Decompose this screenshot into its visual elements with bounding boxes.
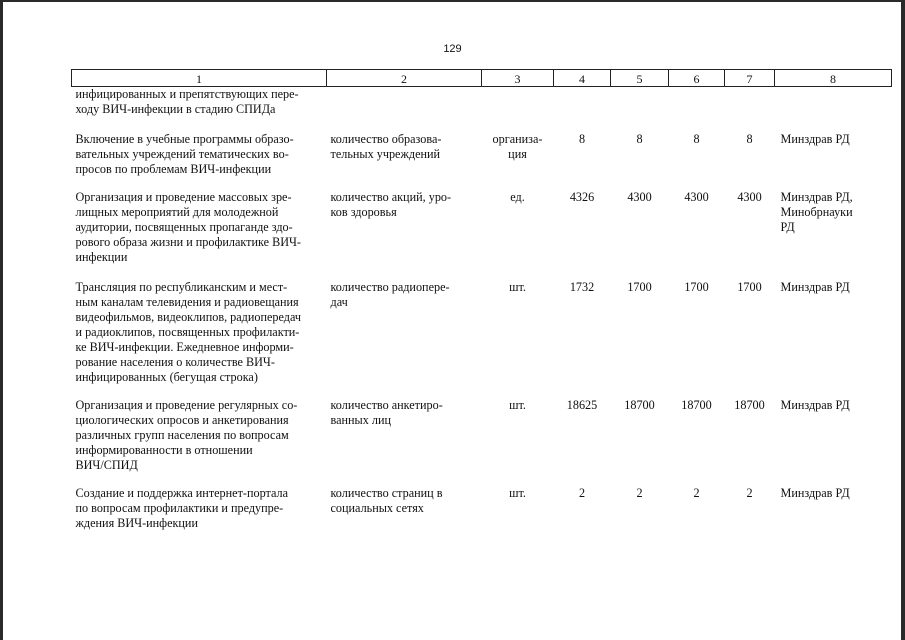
unit-cell: [482, 87, 554, 133]
indicator-cell: количество акций, уро- ков здоровья: [330, 190, 452, 219]
value-cell-6: 8: [693, 132, 700, 146]
indicator-cell: количество образова- тельных учреждений: [330, 132, 442, 161]
value-cell-6: 4300: [684, 190, 709, 204]
unit-cell: организа- ция: [492, 132, 543, 161]
value-cell-7: 18700: [734, 398, 765, 412]
value-cell-5: [611, 87, 669, 133]
value-cell-5: 4300: [627, 190, 652, 204]
column-header-1: 1: [72, 70, 327, 87]
value-cell-7: 2: [746, 486, 753, 500]
table-row: [72, 87, 892, 133]
unit-cell: шт.: [509, 398, 526, 412]
value-cell-6: 1700: [684, 280, 709, 294]
responsible-cell: Минздрав РД: [780, 398, 850, 412]
value-cell-5: 1700: [627, 280, 652, 294]
value-cell-4: 18625: [566, 398, 598, 412]
indicator-cell: количество страниц в социальных сетях: [330, 486, 443, 515]
table-row: [72, 190, 892, 280]
responsible-cell: [775, 87, 892, 133]
responsible-cell: Минздрав РД: [780, 486, 850, 500]
column-header-7: 7: [725, 70, 775, 87]
table-body: [72, 87, 892, 547]
value-cell-4: 1732: [569, 280, 595, 294]
value-cell-6: [669, 87, 725, 133]
measure-cell: Организация и проведение регулярных со- циологических опросов и анкетирования различных групп населения по вопросам информированности в отношении ВИЧ/СПИД: [75, 398, 298, 472]
measure-cell: Трансляция по республиканским и мест- ным каналам телевидения и радиовещания видеофильмов, видеоклипов, радиопередач и радиоклипов, посвященных профилакти- ке ВИЧ-инфекции. Ежедневное информи- рование населения о количестве ВИЧ- инфицированных (бегущая строка): [75, 280, 302, 384]
table-row: [72, 486, 892, 546]
program-table: [71, 69, 892, 546]
value-cell-6: 2: [693, 486, 700, 500]
unit-cell: шт.: [509, 280, 526, 294]
value-cell-5: 2: [636, 486, 643, 500]
table-row: [72, 398, 892, 486]
table-row: [72, 132, 892, 190]
column-header-8: 8: [775, 70, 892, 87]
value-cell-5: 18700: [624, 398, 655, 412]
indicator-cell: количество анкетиро- ванных лиц: [330, 398, 443, 427]
column-number-row: [72, 70, 892, 87]
indicator-cell: количество радиопере- дач: [330, 280, 450, 309]
scan-edge-left: [0, 0, 3, 640]
value-cell-7: [725, 87, 775, 133]
value-cell-7: 1700: [737, 280, 762, 294]
value-cell-4: [554, 87, 611, 133]
responsible-cell: Минздрав РД, Минобрнауки РД: [780, 190, 853, 234]
value-cell-7: 8: [746, 132, 753, 146]
value-cell-5: 8: [636, 132, 643, 146]
page-number: 129: [443, 43, 462, 55]
value-cell-4: 8: [578, 132, 586, 146]
measure-cell: инфицированных и препятствующих пере- ходу ВИЧ-инфекции в стадию СПИДа: [75, 87, 299, 116]
unit-cell: ед.: [510, 190, 525, 204]
table-header: [72, 70, 892, 87]
value-cell-6: 18700: [681, 398, 712, 412]
measure-cell: Включение в учебные программы образо- вательных учреждений тематических во- просов по проблемам ВИЧ-инфекции: [75, 132, 294, 176]
value-cell-4: 4326: [569, 190, 595, 204]
unit-cell: шт.: [509, 486, 526, 500]
scan-edge-right: [901, 0, 905, 640]
column-header-6: 6: [669, 70, 725, 87]
column-header-4: 4: [554, 70, 611, 87]
column-header-2: 2: [327, 70, 482, 87]
column-header-3: 3: [482, 70, 554, 87]
measure-cell: Создание и поддержка интернет-портала по вопросам профилактики и предупре- ждения ВИЧ-инфекции: [75, 486, 289, 530]
scan-edge-top: [0, 0, 905, 2]
responsible-cell: Минздрав РД: [780, 132, 850, 146]
column-header-5: 5: [611, 70, 669, 87]
value-cell-7: 4300: [737, 190, 762, 204]
responsible-cell: Минздрав РД: [780, 280, 850, 294]
table-row: [72, 280, 892, 398]
indicator-cell: [327, 87, 482, 133]
value-cell-4: 2: [578, 486, 586, 500]
measure-cell: Организация и проведение массовых зре- лищных мероприятий для молодежной аудитории, посвященных пропаганде здо- рового образа жизни и профилактике ВИЧ- инфекции: [75, 190, 301, 264]
